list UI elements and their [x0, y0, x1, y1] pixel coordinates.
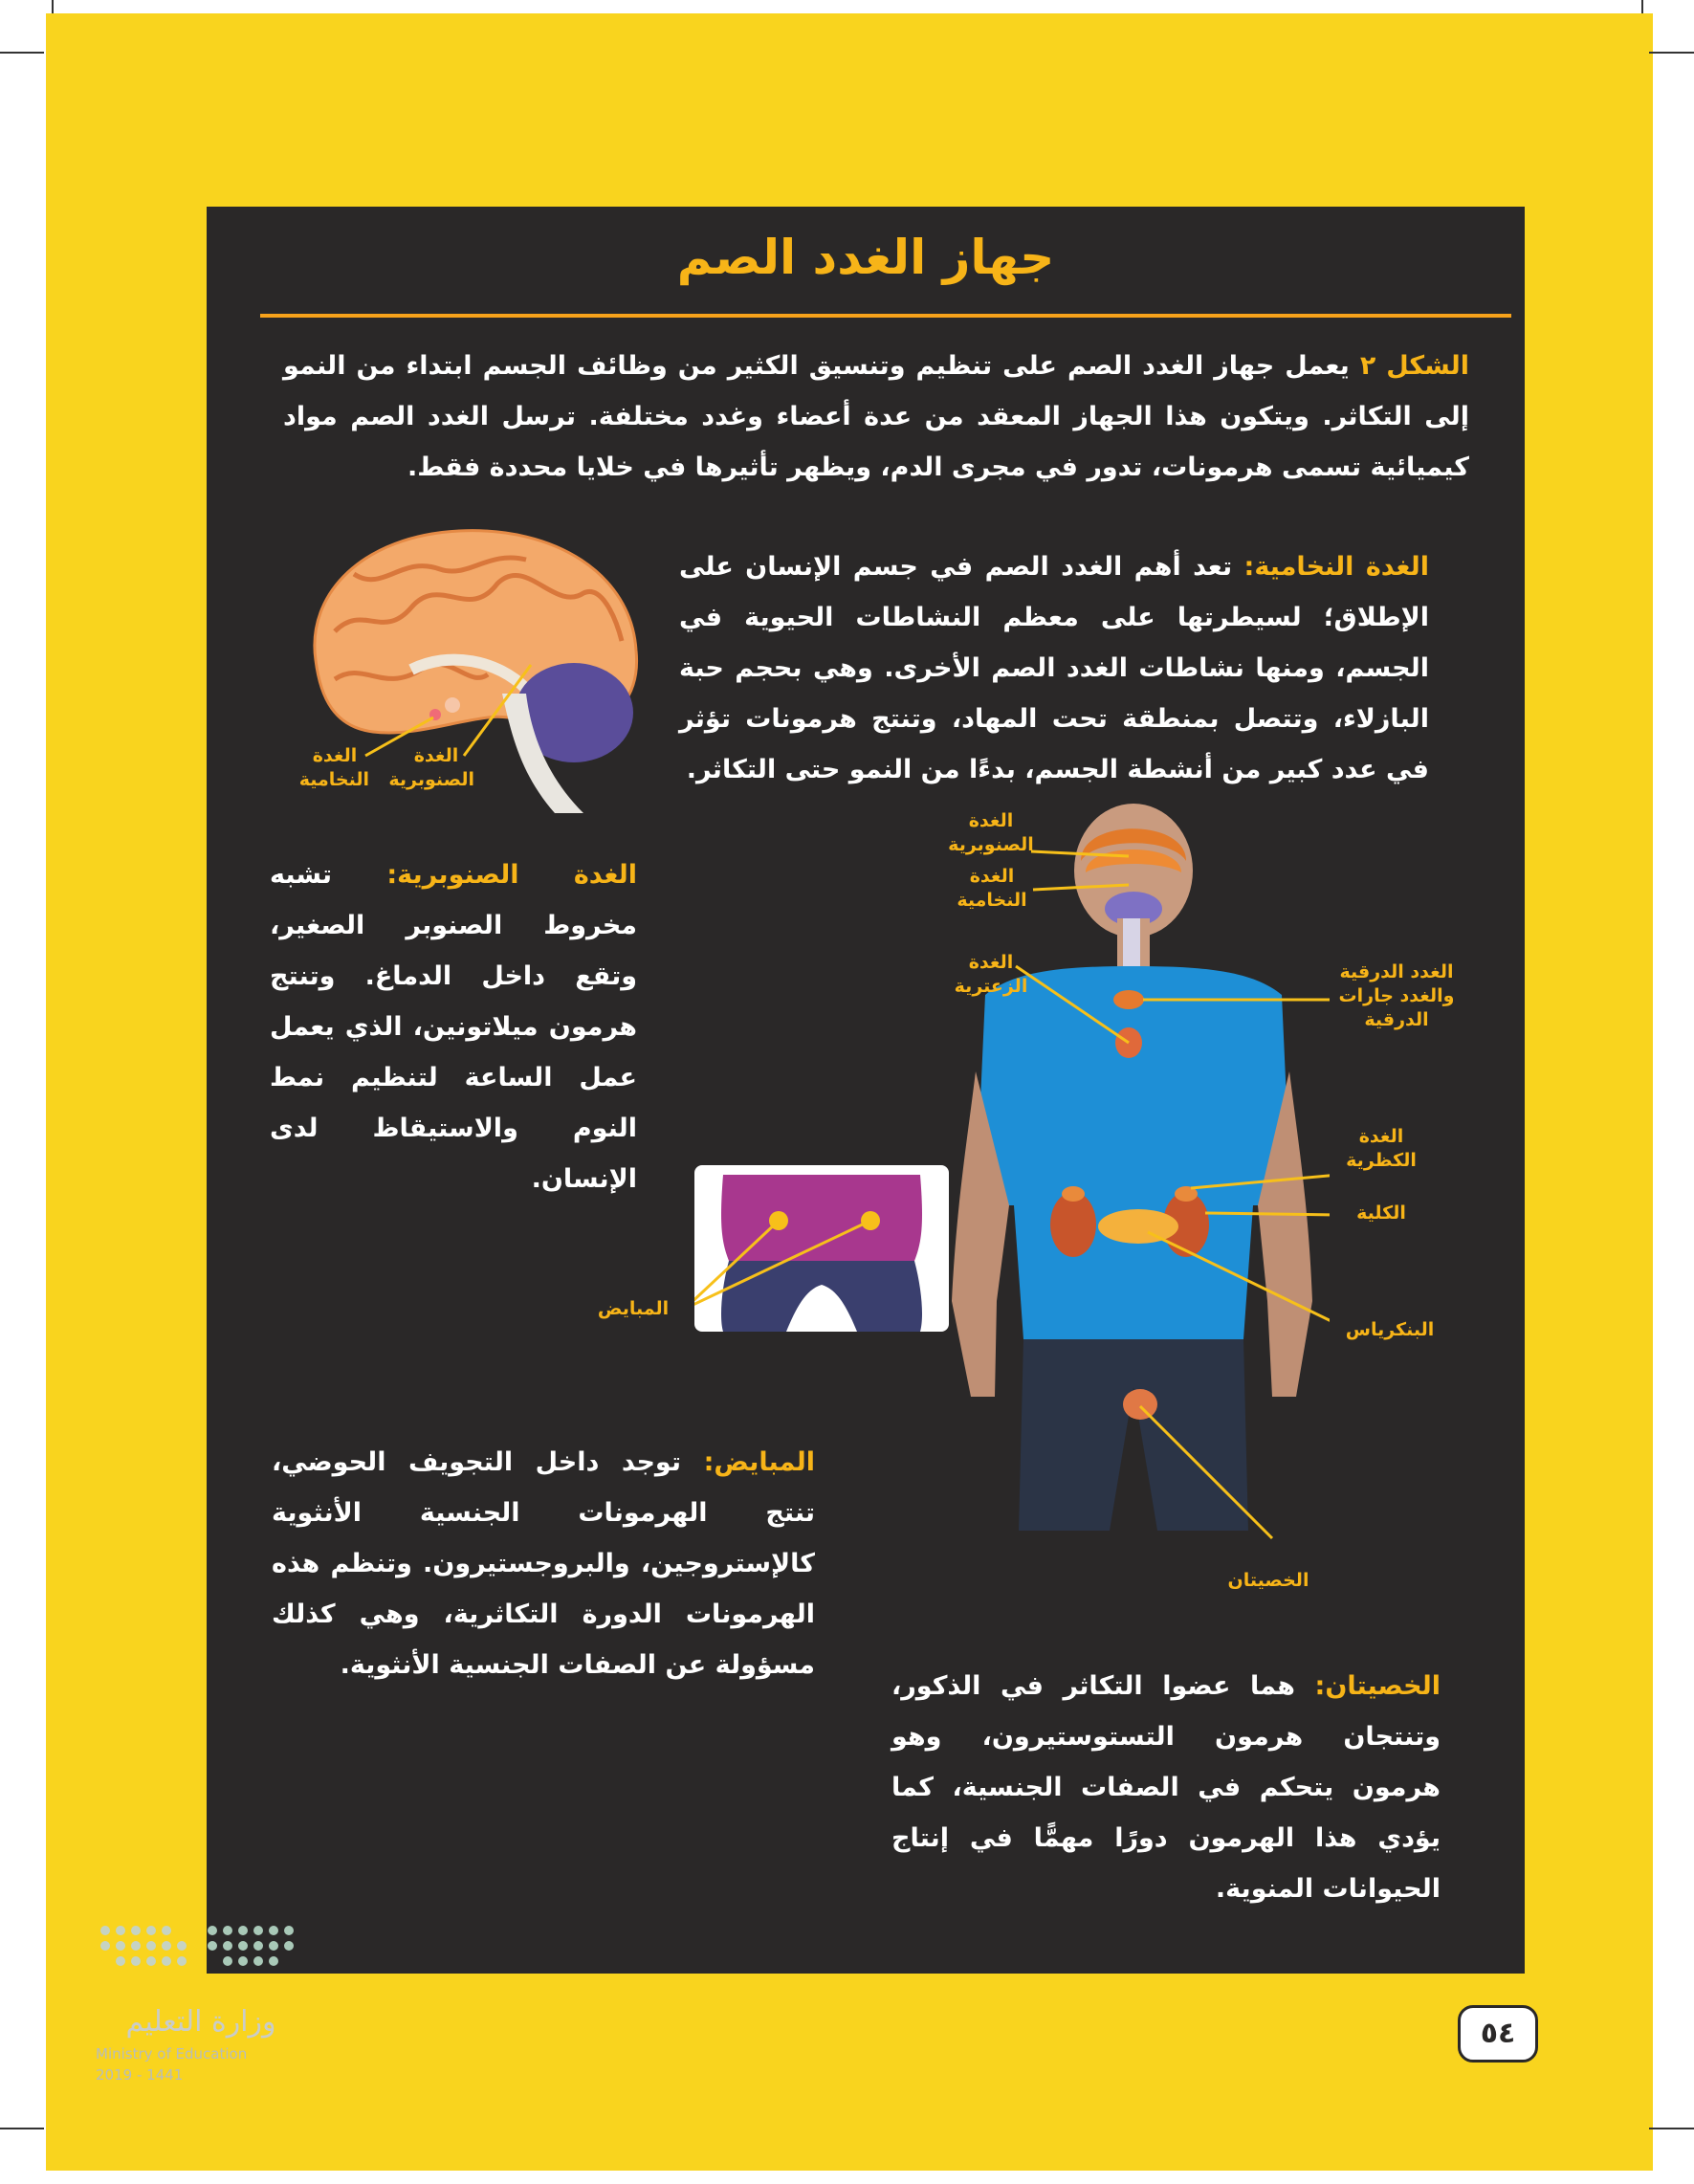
ministry-year: 2019 - 1441 — [96, 2066, 184, 2084]
brain-label-pituitary: الغدة النخامية — [298, 745, 369, 790]
page-number: ٥٤ — [1458, 2005, 1538, 2063]
pineal-paragraph — [270, 849, 637, 1204]
pituitary-paragraph — [679, 541, 1429, 795]
ministry-name-english: Ministry of Education — [96, 2045, 248, 2063]
pineal-text: تشبه مخروط الصنوبر الصغير، وتقع داخل الدماغ. وتنتج هرمون ميلاتونين، الذي يعمل عمل الساعة لتنظيم نمط النوم والاستيقاظ لدى الإنسان. — [270, 860, 637, 1194]
pituitary-term: الغدة النخامية: — [1243, 552, 1429, 582]
crop-mark — [52, 0, 54, 13]
testes-term: الخصيتان: — [1314, 1671, 1441, 1701]
label-pancreas: البنكرياس — [1345, 1319, 1435, 1340]
ovaries-inset — [694, 1165, 949, 1332]
ovaries-term: المبايض: — [703, 1447, 815, 1477]
pineal-term: الغدة الصنوبرية: — [386, 860, 637, 890]
intro-paragraph — [283, 341, 1469, 493]
ovaries-text: توجد داخل التجويف الحوضي، تنتج الهرمونات الجنسية الأنثوية كالإستروجين، والبروجستيرون. وتنظم هذه الهرمونات الدورة التكاثرية، وهي كذلك مسؤولة عن الصفات الجنسية الأنثوية. — [272, 1447, 815, 1680]
ministry-logo — [92, 1913, 321, 1999]
intro-text: يعمل جهاز الغدد الصم على تنظيم وتنسيق الكثير من وظائف الجسم ابتداء من النمو إلى التكاثر. ويتكون هذا الجهاز المعقد من عدة أعضاء وغدد مختلفة. ترسل الغدد الصم مواد كيميائية تسمى هرمونات، تدور في مجرى الدم، ويظهر تأثيرها في خلايا محددة فقط. — [283, 351, 1469, 482]
crop-mark — [0, 52, 44, 54]
crop-mark — [1641, 0, 1643, 13]
figure-ref: الشكل ٢ — [1359, 351, 1469, 381]
label-thymus: الغدة الزعترية — [954, 952, 1028, 997]
crop-mark — [0, 2128, 44, 2129]
label-thyroid: الغدد الدرقية والغدد جارات الدرقية — [1338, 961, 1455, 1030]
label-pituitary: الغدة النخامية — [957, 866, 1027, 911]
human-body-illustration — [928, 804, 1330, 1550]
brain-label-pineal: الغدة الصنوبرية — [388, 745, 474, 790]
testes-text: هما عضوا التكاثر في الذكور، وتنتجان هرمون التستوستيرون، وهو هرمون يتحكم في الصفات الجنسية، كما يؤدي هذا الهرمون دورًا مهمًّا في إنتاج الحيوانات المنوية. — [891, 1671, 1441, 1904]
label-kidney: الكلية — [1356, 1202, 1406, 1224]
testes-paragraph — [891, 1661, 1441, 1914]
ministry-name-arabic: وزارة التعليم — [125, 2005, 276, 2039]
crop-mark — [1649, 2128, 1694, 2129]
page-title: جهاز الغدد الصم — [676, 230, 1055, 285]
label-ovaries: المبايض — [597, 1298, 670, 1319]
crop-mark — [1649, 52, 1694, 54]
label-pineal: الغدة الصنوبرية — [948, 810, 1034, 855]
pituitary-text: تعد أهم الغدد الصم في جسم الإنسان على الإطلاق؛ لسيطرتها على معظم النشاطات الحيوية في الجسم، ومنها نشاطات الغدد الصم الأخرى. وهي بحجم حبة البازلاء، وتتصل بمنطقة تحت المهاد، وتنتج هرمونات تؤثر في عدد كبير من أنشطة الجسم، بدءًا من النمو حتى التكاثر. — [679, 552, 1429, 784]
label-adrenal: الغدة الكظرية — [1346, 1126, 1417, 1171]
ovaries-paragraph — [272, 1437, 815, 1690]
title-divider — [260, 314, 1511, 318]
label-testes: الخصيتان — [1227, 1570, 1309, 1591]
